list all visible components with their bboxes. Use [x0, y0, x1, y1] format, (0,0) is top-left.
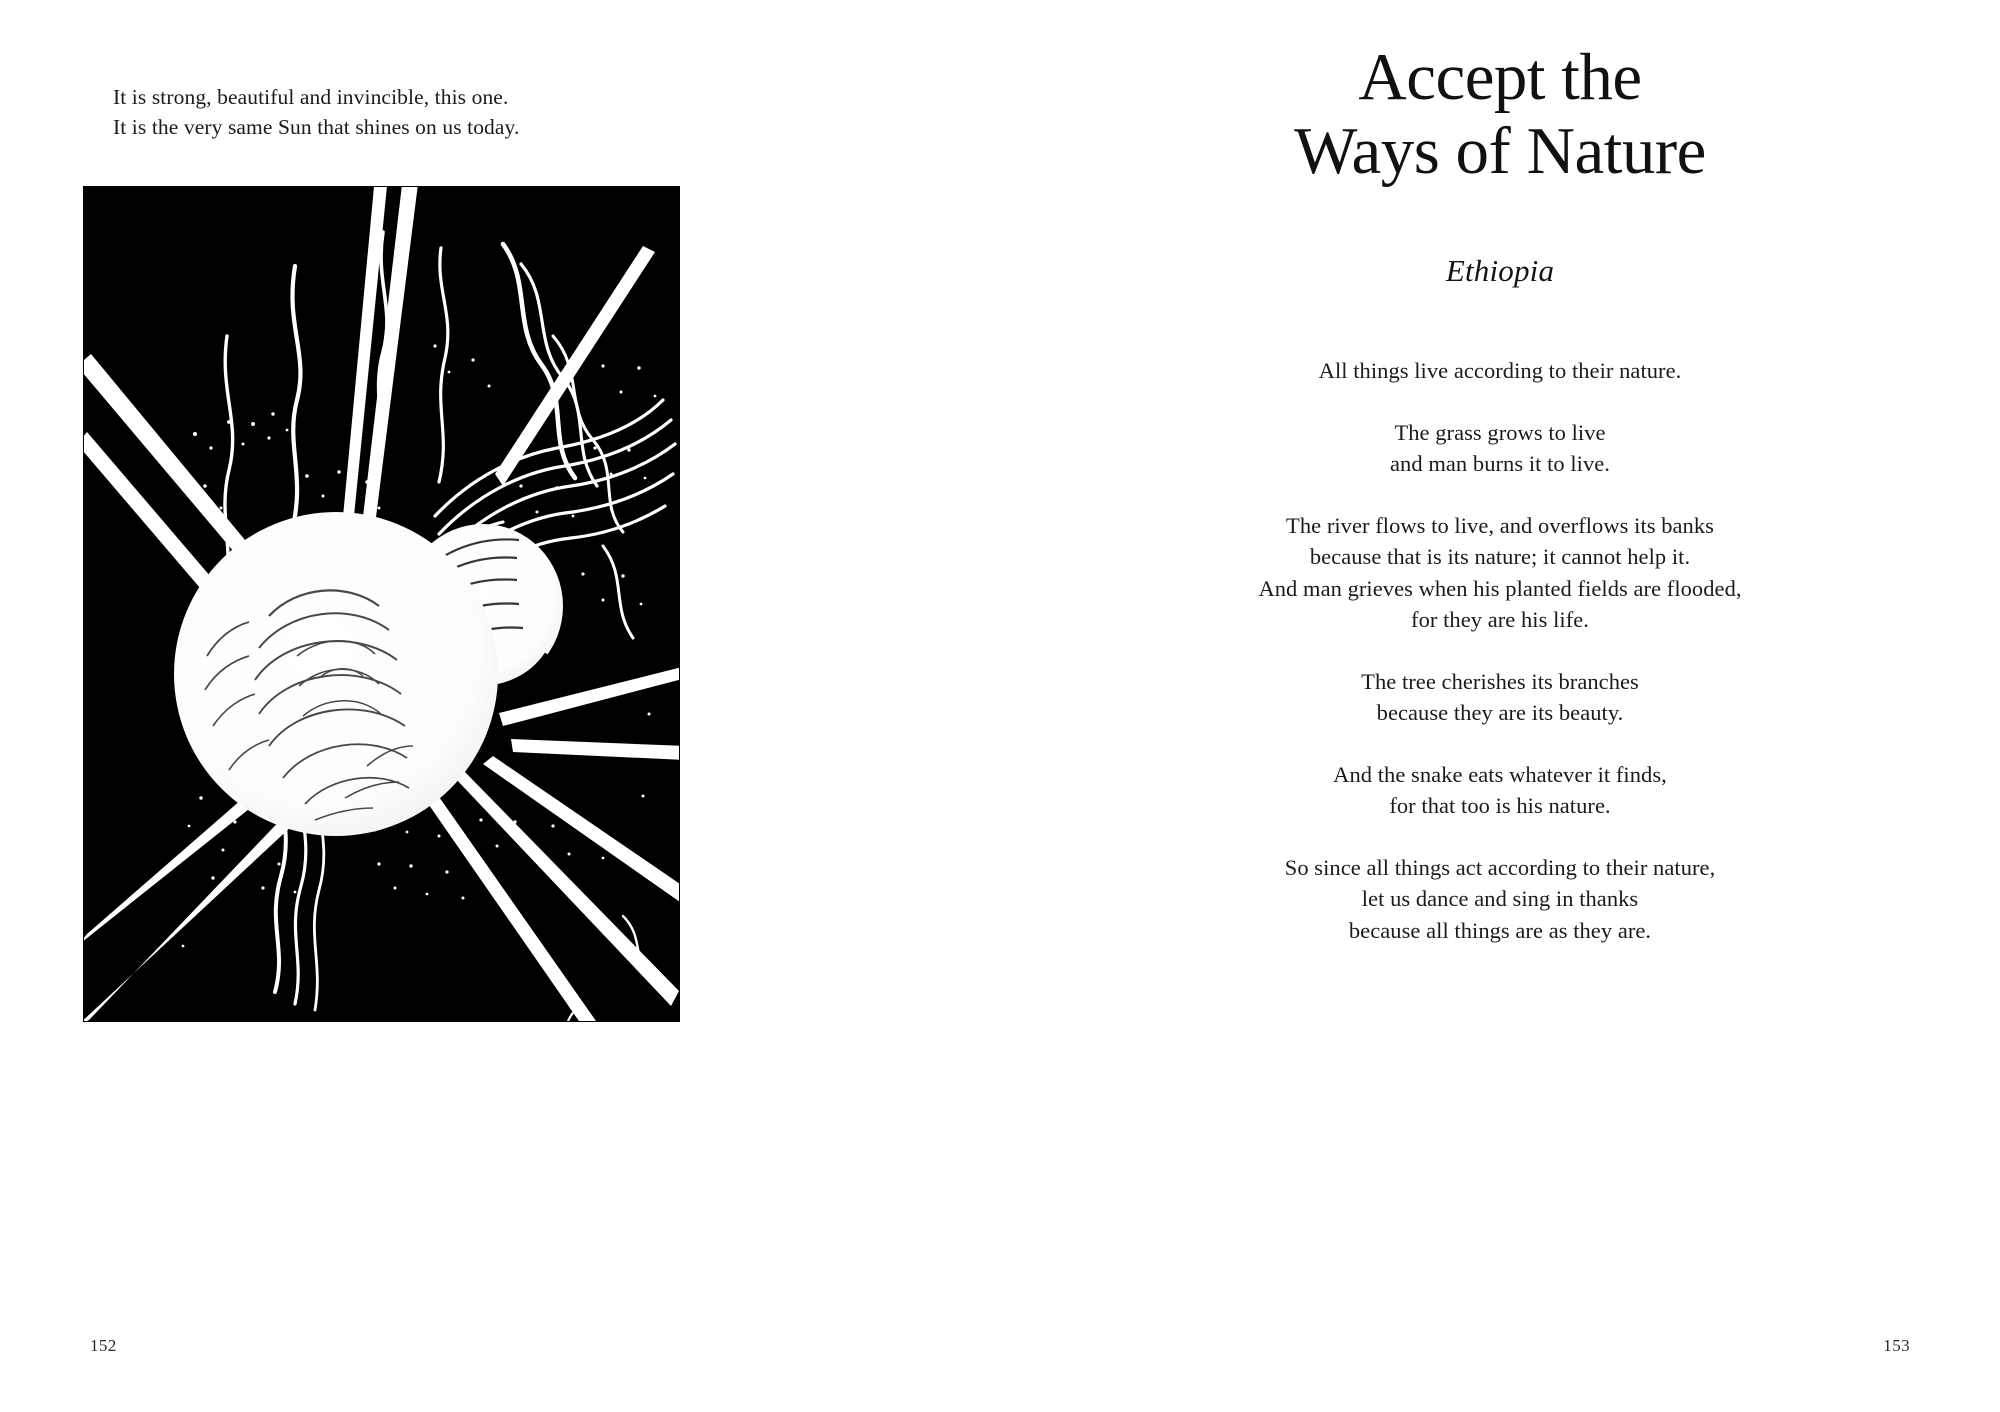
poem-line: And man grieves when his planted fields are flooded, — [1258, 575, 1742, 601]
page-title — [1120, 40, 1880, 188]
sun-illustration — [83, 186, 680, 1022]
illustration-caption — [113, 82, 733, 142]
caption-line-1: It is strong, beautiful and invincible, this one. — [113, 85, 509, 109]
poem-line: because that is its nature; it cannot help it. — [1309, 544, 1691, 569]
poem-line: The river flows to live, and overflows its banks — [1286, 512, 1714, 538]
poem-body — [1100, 355, 1900, 946]
caption-line-2: It is the very same Sun that shines on us today. — [113, 115, 520, 139]
title-line-2: Ways of Nature — [1294, 114, 1706, 188]
poem-line: and man burns it to live. — [1390, 451, 1610, 476]
folio-left: 152 — [90, 1336, 117, 1355]
poem-stanza — [1100, 510, 1900, 636]
poem-stanza — [1100, 355, 1900, 387]
poem-stanza — [1100, 417, 1900, 480]
right-page — [1000, 0, 2000, 1412]
title-line-1: Accept the — [1358, 40, 1642, 114]
main-sun-orb — [174, 512, 498, 836]
folio-right: 153 — [1883, 1336, 1910, 1355]
poem-line: because all things are as they are. — [1348, 917, 1652, 943]
poem-line: And the snake eats whatever it finds, — [1333, 761, 1667, 787]
sun-illustration-artwork — [83, 186, 680, 1022]
poem-stanza — [1100, 759, 1900, 822]
poem-stanza — [1100, 852, 1900, 947]
poem-line: So since all things act according to their nature, — [1284, 854, 1716, 880]
poem-line: let us dance and sing in thanks — [1361, 886, 1639, 911]
page-subtitle-origin: Ethiopia — [1445, 253, 1555, 288]
poem-line: The grass grows to live — [1394, 419, 1606, 445]
poem-line: All things live according to their nature. — [1318, 358, 1682, 383]
poem-line: for they are his life. — [1411, 607, 1589, 632]
poem-line: because they are its beauty. — [1376, 700, 1624, 725]
poem-line: for that too is his nature. — [1389, 793, 1611, 818]
poem-line: The tree cherishes its branches — [1361, 668, 1639, 694]
poem-stanza — [1100, 666, 1900, 729]
